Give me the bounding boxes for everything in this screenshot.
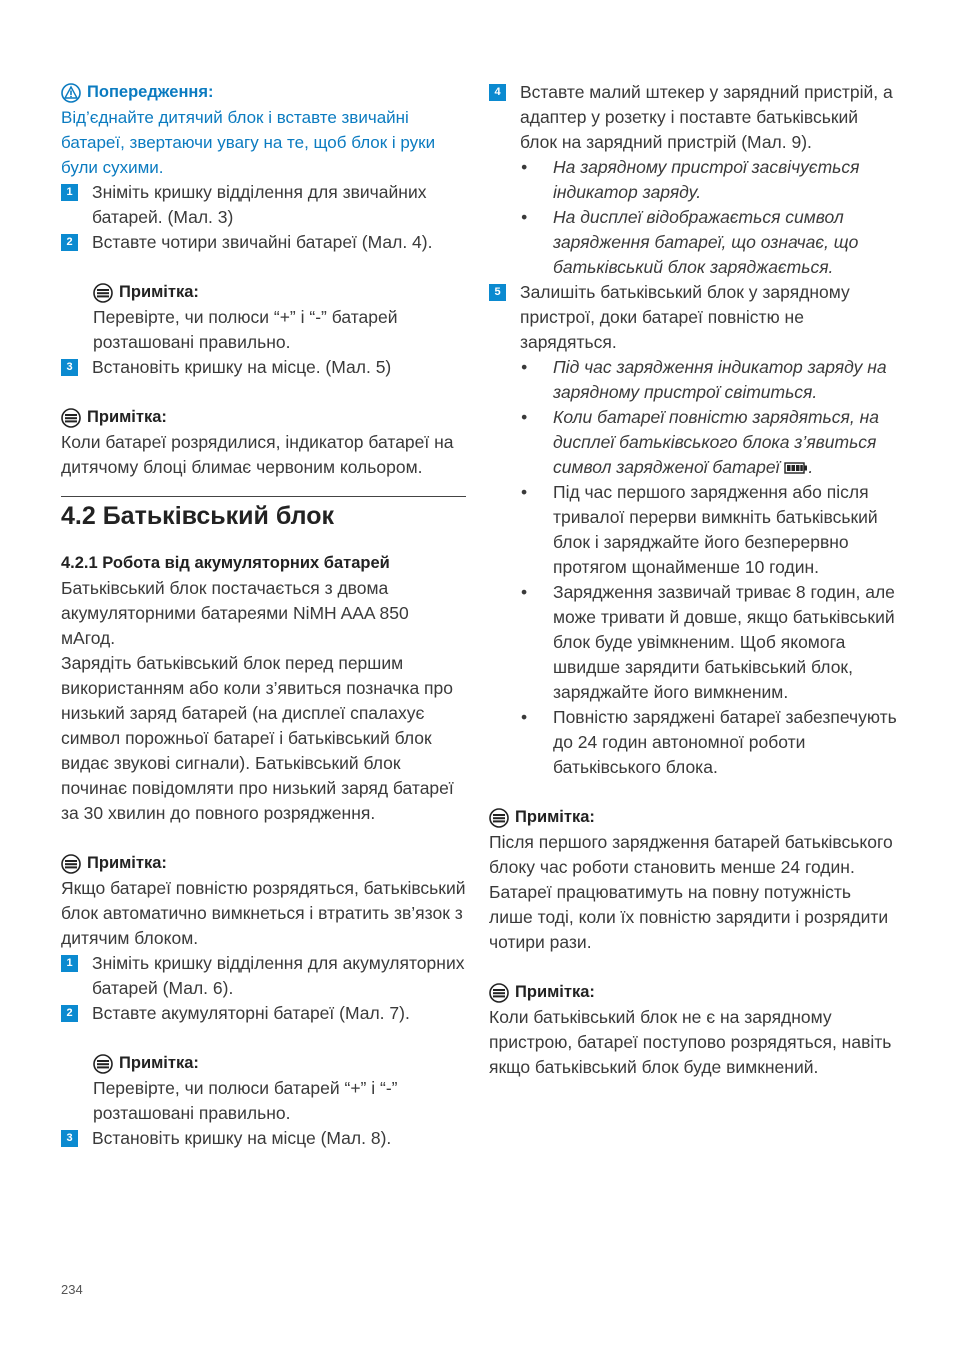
bullet-symbol: • xyxy=(521,207,528,227)
note-block xyxy=(61,851,466,951)
warning-text: Від’єднайте дитячий блок і вставте звичайні батареї, звертаючи увагу на те, щоб блок і руки були сухими. xyxy=(61,108,436,177)
step-text: Вставте малий штекер у зарядний пристрій, а адаптер у розетку і поставте батьківський блок на зарядний пристрій (Мал. 9). xyxy=(520,82,893,152)
note-heading xyxy=(61,851,466,876)
note-title: Примітка: xyxy=(87,408,167,426)
bullet-text: Під час першого зарядження або після тривалої перерви вимкніть батьківський блок і заряджайте його безперервно протягом щонайменше 10 годин. xyxy=(553,482,878,577)
note-heading xyxy=(489,980,899,1005)
note-icon xyxy=(61,408,81,428)
note-icon xyxy=(489,808,509,828)
warning-triangle-icon xyxy=(61,83,81,103)
note-title: Примітка: xyxy=(87,854,167,872)
step-item xyxy=(489,280,899,355)
note-text: Перевірте, чи полюси батарей “+” і “-” розташовані правильно. xyxy=(93,1078,398,1123)
step-text: Залишіть батьківський блок у зарядному пристрої, доки батареї повністю не зарядяться. xyxy=(520,282,850,352)
bullet-text: На зарядному пристрої засвічується індикатор заряду. xyxy=(553,157,860,202)
note-icon xyxy=(93,1054,113,1074)
subsection-title: 4.2.1 Робота від акумуляторних батарей xyxy=(61,554,390,572)
note-heading xyxy=(489,805,899,830)
bullet-text: Під час зарядження індикатор заряду на зарядному пристрої світиться. xyxy=(553,357,887,402)
bullet-item xyxy=(489,705,899,780)
section-divider xyxy=(61,496,466,497)
step-number: 2 xyxy=(61,234,78,251)
step-number: 1 xyxy=(61,955,78,972)
bullet-item xyxy=(489,155,899,205)
bullet-symbol: • xyxy=(521,482,528,502)
warning-heading xyxy=(61,80,466,105)
step-item xyxy=(61,1001,466,1026)
step-text: Встановіть кришку на місце (Мал. 8). xyxy=(92,1128,392,1148)
note-text: Якщо батареї повністю розрядяться, батьківський блок автоматично вимкнеться і втратить зв’язок з дитячим блоком. xyxy=(61,878,466,948)
right-column xyxy=(489,80,899,1080)
bullet-item xyxy=(489,405,899,480)
step-number: 2 xyxy=(61,1005,78,1022)
bullet-item xyxy=(489,355,899,405)
note-text: Коли батьківський блок не є на зарядному пристрою, батареї поступово розрядяться, навіть якщо батьківський блок буде вимкнений. xyxy=(489,1007,892,1077)
battery-full-icon xyxy=(784,462,808,474)
bullet-content: Коли батареї повністю зарядяться, на дисплеї батьківського блока з’явиться символ зарядженої батареї . xyxy=(553,407,879,477)
paragraph: Зарядіть батьківський блок перед першим використанням або коли з’явиться позначка про низький заряд батарей (на дисплеї спалахує символ порожньої батареї і батьківський блок видає звукові сигнали). Батьківський блок починає повідомляти про низький заряд батареї за 30 хвилин до повного розрядження. xyxy=(61,653,454,823)
bullet-text: Зарядження зазвичай триває 8 годин, але може тривати й довше, якщо батьківський блок буде увімкненим. Щоб якомога швидше зарядити батьківський блок, заряджайте його вимкненим. xyxy=(553,582,895,702)
step-text: Зніміть кришку відділення для акумуляторних батарей (Мал. 6). xyxy=(92,953,465,998)
step-text: Встановіть кришку на місце. (Мал. 5) xyxy=(92,357,392,377)
step-text: Зніміть кришку відділення для звичайних батарей. (Мал. 3) xyxy=(92,182,427,227)
bullet-item xyxy=(489,580,899,705)
bullet-symbol: • xyxy=(521,407,528,427)
section-title: 4.2 Батьківський блок xyxy=(61,502,335,530)
note-heading xyxy=(93,1051,466,1076)
note-heading xyxy=(61,405,466,430)
step-number: 1 xyxy=(61,184,78,201)
bullet-symbol: • xyxy=(521,357,528,377)
note-title: Примітка: xyxy=(515,983,595,1001)
note-title: Примітка: xyxy=(119,283,199,301)
left-column xyxy=(61,80,466,1151)
note-text: Після першого зарядження батарей батьківського блоку час роботи становить менше 24 годин. Батареї працюватимуть на повну потужність лише тоді, коли їх повністю зарядити і розрядити чотири рази. xyxy=(489,832,893,952)
page-number: 234 xyxy=(61,1282,83,1297)
note-heading xyxy=(93,280,466,305)
step-number: 5 xyxy=(489,284,506,301)
note-icon xyxy=(61,854,81,874)
step-number: 4 xyxy=(489,84,506,101)
note-icon xyxy=(489,983,509,1003)
step-item xyxy=(61,230,466,255)
bullet-text: На дисплеї відображається символ зарядження батареї, що означає, що батьківський блок заряджається. xyxy=(553,207,859,277)
step-item xyxy=(489,80,899,155)
step-item xyxy=(61,951,466,1001)
step-number: 3 xyxy=(61,359,78,376)
note-block xyxy=(61,405,466,480)
step-text: Вставте акумуляторні батареї (Мал. 7). xyxy=(92,1003,410,1023)
bullet-item xyxy=(489,480,899,580)
note-block xyxy=(61,280,466,355)
step-number: 3 xyxy=(61,1130,78,1147)
note-text: Перевірте, чи полюси “+” і “-” батарей розташовані правильно. xyxy=(93,307,398,352)
step-item xyxy=(61,1126,466,1151)
note-text: Коли батареї розрядилися, індикатор батареї на дитячому блоці блимає червоним кольором. xyxy=(61,432,454,477)
note-title: Примітка: xyxy=(119,1054,199,1072)
bullet-symbol: • xyxy=(521,582,528,602)
bullet-text: Повністю заряджені батареї забезпечують до 24 годин автономної роботи батьківського блока. xyxy=(553,707,897,777)
note-title: Примітка: xyxy=(515,808,595,826)
bullet-item xyxy=(489,205,899,280)
note-block xyxy=(489,805,899,955)
note-block xyxy=(61,1051,466,1126)
note-icon xyxy=(93,283,113,303)
step-item xyxy=(61,355,466,380)
paragraph: Батьківський блок постачається з двома акумуляторними батареями NiMH AAA 850 мАгод. xyxy=(61,578,409,648)
warning-title: Попередження: xyxy=(87,83,214,101)
step-item xyxy=(61,180,466,230)
note-block xyxy=(489,980,899,1080)
bullet-symbol: • xyxy=(521,707,528,727)
step-text: Вставте чотири звичайні батареї (Мал. 4). xyxy=(92,232,433,252)
bullet-symbol: • xyxy=(521,157,528,177)
bullet-text: Коли батареї повністю зарядяться, на дисплеї батьківського блока з’явиться символ зарядженої батареї xyxy=(553,407,879,477)
